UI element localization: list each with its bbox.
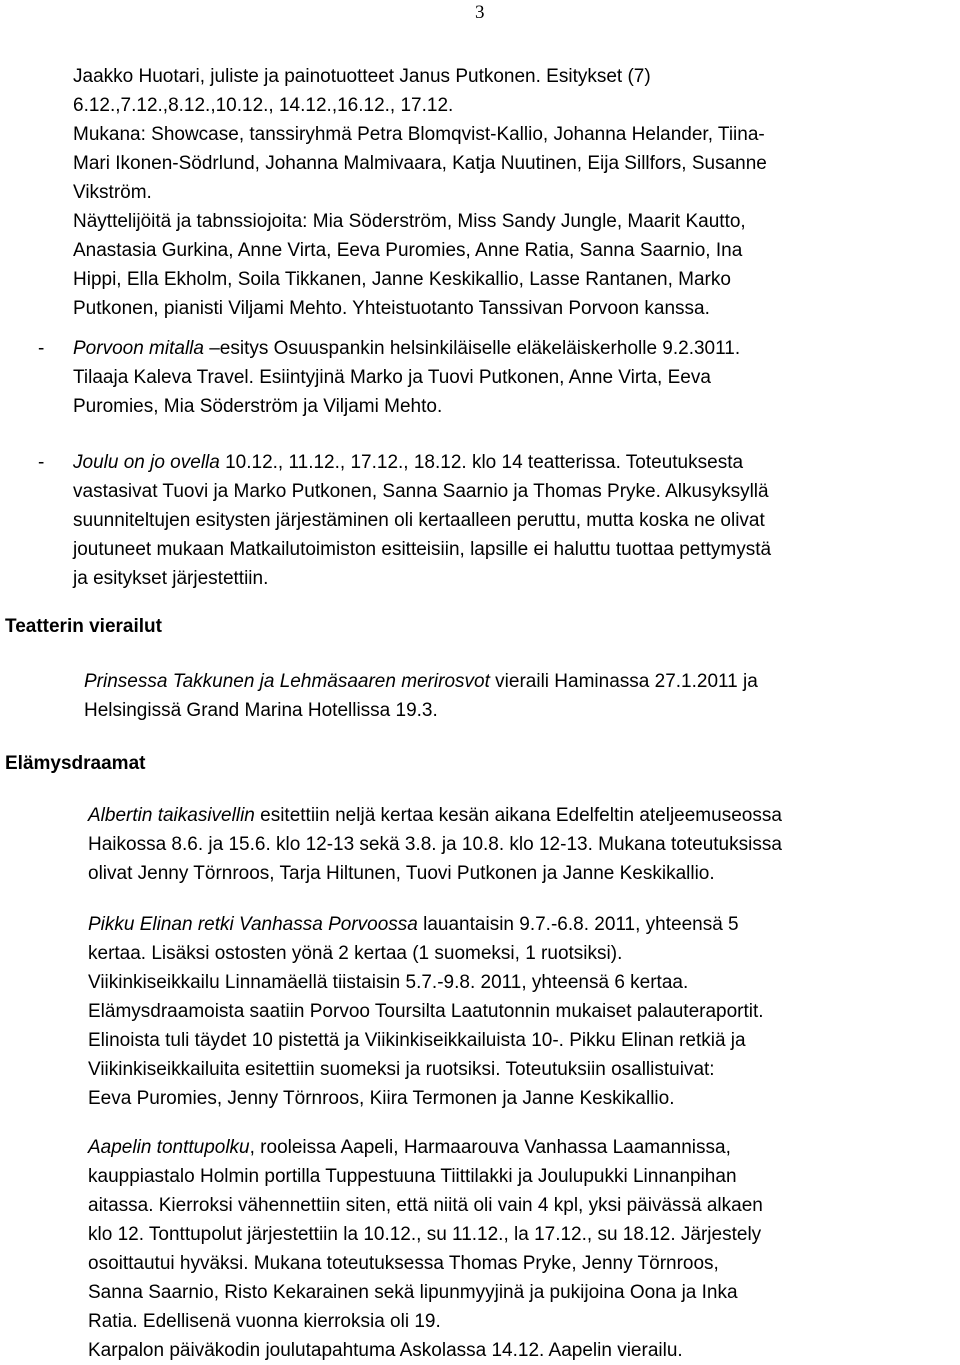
text-line: Hippi, Ella Ekholm, Soila Tikkanen, Janne Keskikallio, Lasse Rantanen, Marko (73, 269, 731, 290)
text-line: 6.12.,7.12.,8.12.,10.12., 14.12.,16.12., 17.12. (73, 95, 454, 116)
text-line: Karpalon päiväkodin joulutapahtuma Askolassa 14.12. Aapelin vierailu. (88, 1340, 683, 1361)
text-line: Elinoista tuli täydet 10 pistettä ja Viikinkiseikkailuista 10-. Pikku Elinan retkiä ja (88, 1030, 746, 1051)
text-line: Helsingissä Grand Marina Hotellissa 19.3. (84, 700, 438, 721)
production-title: Porvoon mitalla (73, 338, 204, 359)
text-line: Viikinkiseikkailu Linnamäellä tiistaisin 5.7.-9.8. 2011, yhteensä 6 kertaa. (88, 972, 689, 993)
list-dash: - (38, 452, 45, 473)
text-line (73, 334, 943, 363)
production-credits-paragraph (73, 62, 943, 323)
text-line: joutuneet mukaan Matkailutoimiston esitteisiin, lapsille ei haluttu tuottaa pettymystä (73, 539, 772, 560)
text-line: Vikström. (73, 182, 152, 203)
production-title: Albertin taikasivellin (88, 805, 255, 826)
text-line: Haikossa 8.6. ja 15.6. klo 12-13 sekä 3.8. ja 10.8. klo 12-13. Mukana toteutuksissa (88, 834, 782, 855)
text-line: ja esitykset järjestettiin. (73, 568, 269, 589)
text-span: –esitys Osuuspankin helsinkiläiselle eläkeläiskerholle 9.2.3011. (203, 338, 741, 359)
page-number: 3 (475, 2, 485, 23)
albertin-taikasivellin-paragraph (88, 801, 958, 888)
text-line: Ratia. Edellisenä vuonna kierroksia oli 19. (88, 1311, 441, 1332)
text-line: Anastasia Gurkina, Anne Virta, Eeva Puromies, Anne Ratia, Sanna Saarnio, Ina (73, 240, 743, 261)
text-line (88, 801, 958, 830)
text-line: Tilaaja Kaleva Travel. Esiintyjinä Marko ja Tuovi Putkonen, Anne Virta, Eeva (73, 367, 711, 388)
text-line: Puromies, Mia Söderström ja Viljami Mehto. (73, 396, 443, 417)
text-line: Eeva Puromies, Jenny Törnroos, Kiira Termonen ja Janne Keskikallio. (88, 1088, 675, 1109)
text-line: Elämysdraamoista saatiin Porvoo Toursilta Laatutonnin mukaiset palauteraportit. (88, 1001, 764, 1022)
text-line: klo 12. Tonttupolut järjestettiin la 10.12., su 11.12., la 17.12., su 18.12. Järjestely (88, 1224, 762, 1245)
text-line: Viikinkiseikkailuita esitettiin suomeksi ja ruotsiksi. Toteutuksiin osallistuivat: (88, 1059, 715, 1080)
text-line: Näyttelijöitä ja tabnssiojoita: Mia Söderström, Miss Sandy Jungle, Maarit Kautto, (73, 211, 746, 232)
text-line: kertaa. Lisäksi ostosten yönä 2 kertaa (1 suomeksi, 1 ruotsiksi). (88, 943, 623, 964)
production-title: Pikku Elinan retki Vanhassa Porvoossa (88, 914, 418, 935)
text-line: Putkonen, pianisti Viljami Mehto. Yhteistuotanto Tanssivan Porvoon kanssa. (73, 298, 710, 319)
section-heading-teatterin-vierailut: Teatterin vierailut (5, 616, 162, 637)
text-span: lauantaisin 9.7.-6.8. 2011, yhteensä 5 (417, 914, 739, 935)
text-line: aitassa. Kierroksi vähennettiin siten, että niitä oli vain 4 kpl, yksi päivässä alkaen (88, 1195, 763, 1216)
list-item-joulu-on-jo-ovella (73, 448, 943, 593)
text-span: 10.12., 11.12., 17.12., 18.12. klo 14 teatterissa. Toteutuksesta (219, 452, 744, 473)
text-line (88, 910, 958, 939)
text-line: kauppiastalo Holmin portilla Tuppestuuna Tiittilakki ja Joulupukki Linnanpihan (88, 1166, 737, 1187)
text-line: Jaakko Huotari, juliste ja painotuotteet Janus Putkonen. Esitykset (7) (73, 66, 651, 87)
text-line: vastasivat Tuovi ja Marko Putkonen, Sanna Saarnio ja Thomas Pryke. Alkusyksyllä (73, 481, 769, 502)
text-line: suunniteltujen esitysten järjestäminen oli kertaalleen peruttu, mutta koska ne olivat (73, 510, 765, 531)
text-line: Sanna Saarnio, Risto Kekarainen sekä lipunmyyjinä ja pukijoina Oona ja Inka (88, 1282, 738, 1303)
text-span: esitettiin neljä kertaa kesän aikana Edelfeltin ateljeemuseossa (254, 805, 782, 826)
section-heading-elamysdraamat: Elämysdraamat (5, 753, 146, 774)
text-span: vieraili Haminassa 27.1.2011 ja (489, 671, 758, 692)
text-line: olivat Jenny Törnroos, Tarja Hiltunen, Tuovi Putkonen ja Janne Keskikallio. (88, 863, 715, 884)
text-line: osoittautui hyväksi. Mukana toteutuksessa Thomas Pryke, Jenny Törnroos, (88, 1253, 719, 1274)
list-dash: - (38, 338, 45, 359)
text-line (84, 667, 954, 696)
text-line (73, 448, 943, 477)
text-span: , rooleissa Aapeli, Harmaarouva Vanhassa Laamannissa, (249, 1137, 731, 1158)
production-title: Prinsessa Takkunen ja Lehmäsaaren merirosvot (84, 671, 490, 692)
pikku-elinan-paragraph (88, 910, 958, 1113)
list-item-porvoon-mitalla (73, 334, 943, 421)
production-title: Aapelin tonttupolku (88, 1137, 250, 1158)
visit-paragraph (84, 667, 954, 725)
production-title: Joulu on jo ovella (73, 452, 220, 473)
text-line: Mukana: Showcase, tanssiryhmä Petra Blomqvist-Kallio, Johanna Helander, Tiina- (73, 124, 765, 145)
text-line (88, 1133, 958, 1162)
aapelin-tonttupolku-paragraph (88, 1133, 958, 1365)
text-line: Mari Ikonen-Södrlund, Johanna Malmivaara, Katja Nuutinen, Eija Sillfors, Susanne (73, 153, 767, 174)
